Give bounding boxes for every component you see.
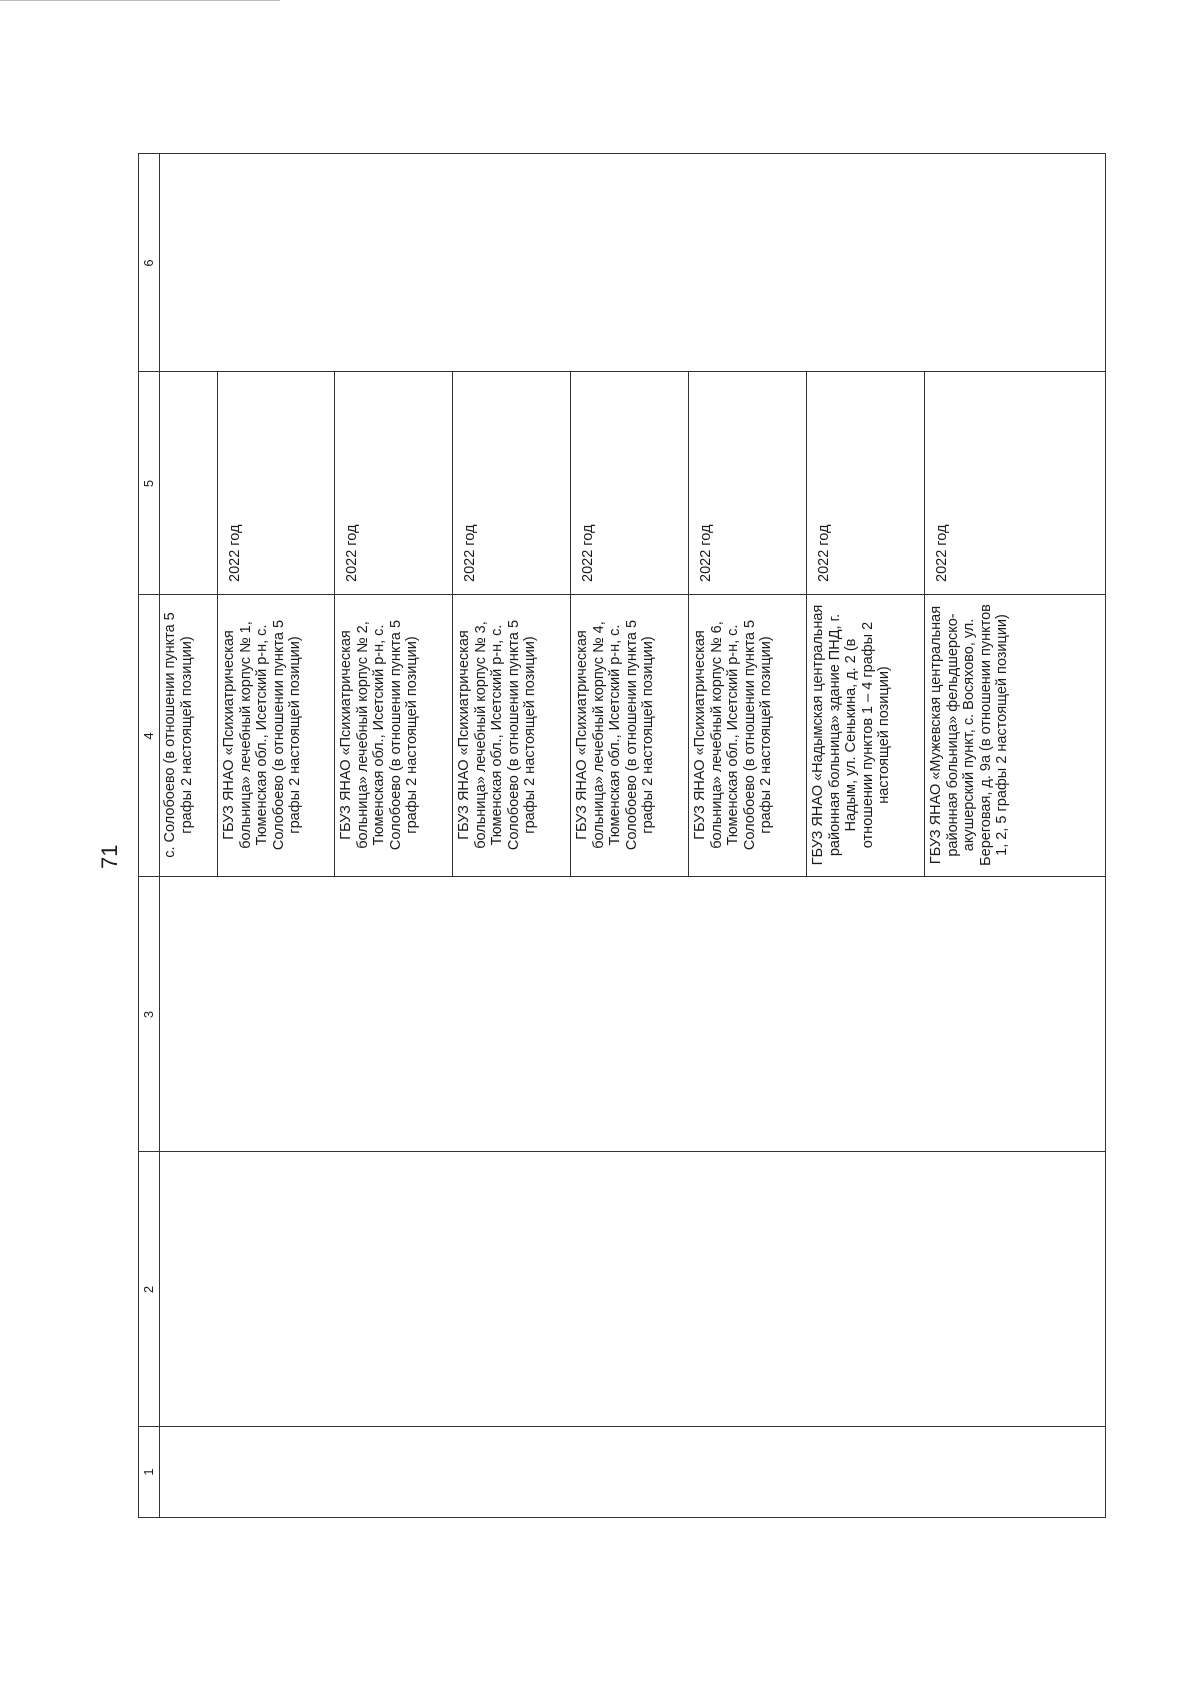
row-divider — [806, 372, 807, 877]
row-divider — [688, 372, 689, 877]
page-number: 71 — [97, 844, 122, 869]
col-divider-5 — [139, 371, 1105, 372]
row-object: ГБУЗ ЯНАО «Психиатрическая больница» лечебный корпус № 2, Тюменская обл., Исетский р-н, с. Солобоево (в отношении пункта 5 графы 2 настоящей позиции) — [338, 619, 420, 851]
row-year: 2022 год — [227, 524, 243, 582]
header-col-6: 6 — [141, 259, 156, 267]
header-col-4: 4 — [141, 732, 156, 740]
continuation-text: с. Солобоево (в отношении пункта 5 графы 2 настоящей позиции) — [162, 612, 195, 858]
data-table — [138, 153, 1106, 1518]
header-col-3: 3 — [141, 1010, 156, 1019]
row-year: 2022 год — [462, 524, 478, 582]
row-year: 2022 год — [344, 524, 360, 582]
row-divider — [334, 372, 335, 877]
row-object: ГБУЗ ЯНАО «Психиатрическая больница» лечебный корпус № 4, Тюменская обл., Исетский р-н, с. Солобоево (в отношении пункта 5 графы 2 настоящей позиции) — [574, 619, 656, 851]
scan-edge — [0, 0, 280, 6]
col-divider-2 — [139, 1151, 1105, 1152]
row-year: 2022 год — [934, 524, 950, 582]
row-year: 2022 год — [816, 524, 832, 582]
row-object: ГБУЗ ЯНАО «Мужевская центральная районная больница» фельдшерско-акушерский пункт, с. Восяхово, ул. Береговая, д. 9а (в отношении пунктов 1, 2, 5 графы 2 настоящей позиции) — [928, 604, 1010, 866]
header-col-1: 1 — [141, 1468, 156, 1476]
row-divider — [452, 372, 453, 877]
row-object: ГБУЗ ЯНАО «Психиатрическая больница» лечебный корпус № 3, Тюменская обл., Исетский р-н, с. Солобоево (в отношении пункта 5 графы 2 настоящей позиции) — [456, 619, 538, 851]
col-divider-3 — [139, 876, 1105, 877]
row-object: ГБУЗ ЯНАО «Психиатрическая больница» лечебный корпус № 6, Тюменская обл., Исетский р-н, с. Солобоево (в отношении пункта 5 графы 2 настоящей позиции) — [692, 619, 774, 851]
col-divider-1 — [139, 1426, 1105, 1427]
row-object: ГБУЗ ЯНАО «Психиатрическая больница» лечебный корпус № 1, Тюменская обл., Исетский р-н, с. Солобоево (в отношении пункта 5 графы 2 настоящей позиции) — [221, 619, 303, 851]
header-divider — [159, 154, 160, 1517]
row-divider — [924, 372, 925, 877]
row-object: ГБУЗ ЯНАО «Надымская центральная районная больница» здание ПНД, г. Надым, ул. Сенькина, д. 2 (в отношении пунктов 1 – 4 графы 2 настоящей позиции) — [810, 604, 892, 866]
row-divider — [217, 372, 218, 877]
row-year: 2022 год — [580, 524, 596, 582]
row-divider — [570, 372, 571, 877]
col-divider-4 — [139, 594, 1105, 595]
table-rotated-wrapper — [138, 153, 1106, 1518]
header-col-2: 2 — [141, 1285, 156, 1294]
header-col-5: 5 — [141, 479, 156, 488]
row-year: 2022 год — [698, 524, 714, 582]
